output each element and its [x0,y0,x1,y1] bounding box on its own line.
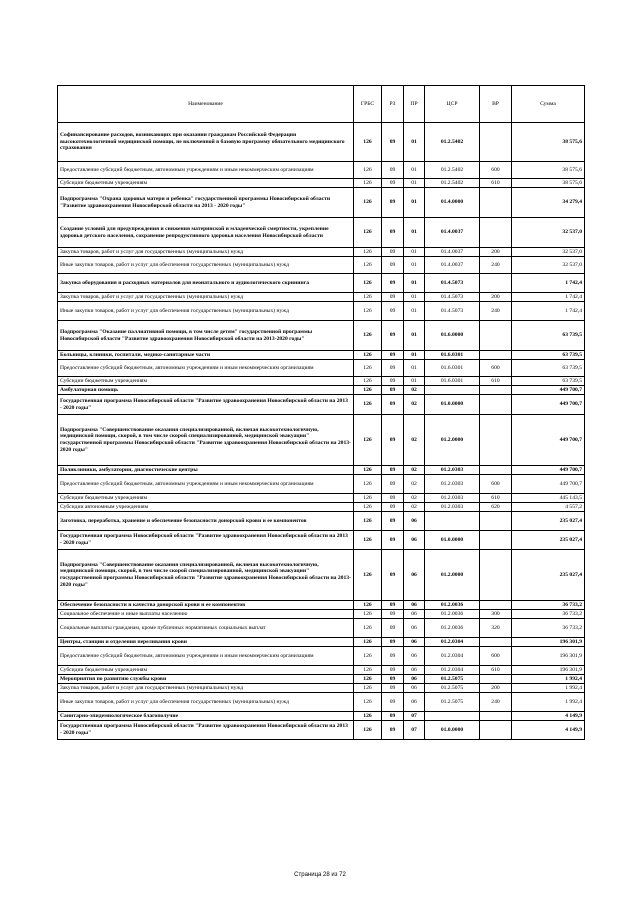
cell-pr: 06 [404,531,425,550]
cell-sum: 4 557,2 [512,503,585,512]
cell-sum: 449 700,7 [512,466,585,475]
cell-csr: 01.2.0303 [425,475,480,494]
cell-sum: 36 733,2 [512,601,585,610]
cell-vr: 600 [480,360,512,377]
cell-grbs: 126 [354,503,382,512]
table-row [58,274,585,293]
cell-pr: 01 [404,123,425,162]
table-row [58,377,585,386]
cell-grbs: 126 [354,351,382,360]
cell-csr: 01.2.0303 [425,494,480,503]
cell-csr [425,512,480,531]
cell-sum: 235 027,4 [512,550,585,601]
cell-sum: 449 700,7 [512,415,585,466]
table-row [58,512,585,531]
cell-rz: 09 [382,248,404,257]
cell-name: Иные закупки товаров, работ и услуг для обеспечения государственных (муниципальных) нужд [58,302,354,321]
table-row [58,257,585,274]
cell-rz: 09 [382,321,404,351]
cell-grbs: 126 [354,693,382,712]
cell-rz: 09 [382,647,404,666]
cell-vr [480,712,512,721]
cell-rz: 09 [382,619,404,638]
cell-csr: 01.2.0036 [425,601,480,610]
cell-csr: 01.2.0036 [425,610,480,619]
cell-name: Закупка товаров, работ и услуг для государственных (муниципальных) нужд [58,293,354,302]
cell-sum: 32 537,0 [512,218,585,248]
cell-grbs: 126 [354,494,382,503]
cell-pr: 06 [404,647,425,666]
cell-rz: 09 [382,693,404,712]
cell-name: Мероприятия по развитию службы крови [58,675,354,684]
cell-vr [480,512,512,531]
cell-vr: 200 [480,248,512,257]
cell-vr: 600 [480,475,512,494]
cell-rz: 09 [382,550,404,601]
header-name: Наименование [58,86,354,123]
cell-vr [480,386,512,395]
cell-name: Создание условий для предупреждения и снижения материнской и младенческой смертности, укрепление здоровья детского населения, сохранение репродуктивного здоровья населения Новосибирской области [58,218,354,248]
cell-csr: 01.0.0000 [425,721,480,740]
cell-grbs: 126 [354,293,382,302]
table-row [58,638,585,647]
cell-grbs: 126 [354,647,382,666]
cell-pr: 06 [404,610,425,619]
cell-csr: 01.2.0304 [425,666,480,675]
cell-vr: 320 [480,619,512,638]
cell-csr: 01.2.5402 [425,123,480,162]
cell-vr [480,415,512,466]
budget-table [57,85,585,740]
cell-rz: 09 [382,162,404,179]
cell-pr: 06 [404,693,425,712]
header-csr: ЦСР [425,86,480,123]
cell-grbs: 126 [354,512,382,531]
cell-csr: 01.2.5402 [425,179,480,188]
cell-sum: 196 301,9 [512,666,585,675]
cell-vr: 600 [480,647,512,666]
cell-pr: 01 [404,218,425,248]
cell-csr: 01.2.0000 [425,415,480,466]
cell-pr: 01 [404,351,425,360]
cell-sum: 32 537,0 [512,257,585,274]
cell-sum: 196 301,9 [512,638,585,647]
cell-name: Субсидии автономным учреждениям [58,503,354,512]
cell-vr [480,395,512,415]
cell-pr: 02 [404,503,425,512]
cell-name: Государственная программа Новосибирской области "Развитие здравоохранения Новосибирской области на 2013 - 2020 годы" [58,395,354,415]
cell-pr: 02 [404,475,425,494]
table-row [58,550,585,601]
cell-csr: 01.0.0000 [425,531,480,550]
cell-pr: 01 [404,274,425,293]
cell-rz: 09 [382,675,404,684]
cell-rz: 09 [382,360,404,377]
cell-name: Больницы, клиники, госпитали, медико-санитарные части [58,351,354,360]
cell-rz: 09 [382,302,404,321]
cell-pr: 01 [404,188,425,218]
cell-grbs: 126 [354,610,382,619]
cell-vr [480,601,512,610]
cell-sum: 445 143,5 [512,494,585,503]
cell-csr: 01.4.5073 [425,293,480,302]
table-row [58,684,585,693]
cell-vr [480,123,512,162]
table-row [58,712,585,721]
cell-pr: 02 [404,386,425,395]
cell-csr: 01.4.5073 [425,302,480,321]
cell-sum: 63 739,5 [512,321,585,351]
cell-rz: 09 [382,179,404,188]
cell-grbs: 126 [354,684,382,693]
cell-name: Закупка оборудования и расходных материалов для неонатального и аудиологического скрининга [58,274,354,293]
cell-rz: 09 [382,386,404,395]
cell-rz: 09 [382,610,404,619]
header-rz: РЗ [382,86,404,123]
cell-pr: 06 [404,684,425,693]
table-row [58,395,585,415]
cell-pr: 01 [404,293,425,302]
cell-csr: 01.2.5075 [425,684,480,693]
cell-sum: 235 027,4 [512,512,585,531]
cell-vr [480,721,512,740]
cell-grbs: 126 [354,550,382,601]
table-row [58,531,585,550]
cell-grbs: 126 [354,619,382,638]
cell-vr: 620 [480,503,512,512]
cell-sum: 449 700,7 [512,386,585,395]
cell-vr: 600 [480,162,512,179]
table-row [58,610,585,619]
cell-csr: 01.6.0301 [425,351,480,360]
cell-csr: 01.0.0000 [425,395,480,415]
cell-name: Заготовка, переработка, хранение и обеспечение безопасности донорской крови и ее компонентов [58,512,354,531]
cell-vr [480,531,512,550]
cell-grbs: 126 [354,218,382,248]
cell-pr: 02 [404,494,425,503]
cell-rz: 09 [382,638,404,647]
cell-vr [480,218,512,248]
cell-name: Субсидии бюджетным учреждениям [58,494,354,503]
cell-name: Центры, станции и отделения переливания крови [58,638,354,647]
cell-grbs: 126 [354,475,382,494]
cell-name: Амбулаторная помощь [58,386,354,395]
cell-grbs: 126 [354,638,382,647]
cell-vr [480,466,512,475]
cell-rz: 09 [382,494,404,503]
cell-pr: 01 [404,248,425,257]
cell-name: Обеспечение безопасности и качества донорской крови и ее компонентов [58,601,354,610]
cell-rz: 09 [382,257,404,274]
table-row [58,693,585,712]
cell-grbs: 126 [354,415,382,466]
cell-vr: 300 [480,610,512,619]
cell-vr [480,351,512,360]
cell-rz: 09 [382,218,404,248]
table-row [58,179,585,188]
cell-name: Предоставление субсидий бюджетным, автономным учреждениям и иным некоммерческим организациям [58,475,354,494]
table-header-row [58,86,585,123]
cell-sum: 38 575,6 [512,123,585,162]
cell-csr: 01.4.0037 [425,248,480,257]
cell-sum: 63 739,5 [512,360,585,377]
table-row [58,475,585,494]
cell-grbs: 126 [354,666,382,675]
cell-vr [480,188,512,218]
cell-name: Государственная программа Новосибирской области "Развитие здравоохранения Новосибирской области на 2013 - 2020 годы" [58,531,354,550]
cell-name: Подпрограмма "Охрана здоровья матери и ребенка" государственной программы Новосибирской области "Развитие здравоохранения Новосибирской области на 2013 - 2020 годы" [58,188,354,218]
cell-pr: 06 [404,666,425,675]
cell-csr: 01.2.5075 [425,693,480,712]
cell-csr [425,712,480,721]
cell-name: Закупка товаров, работ и услуг для государственных (муниципальных) нужд [58,248,354,257]
cell-pr: 02 [404,395,425,415]
cell-grbs: 126 [354,712,382,721]
table-body [58,123,585,740]
cell-name: Подпрограмма "Оказание паллиативной помощи, в том числе детям" государственной программы Новосибирской области "Развитие здравоохранения Новосибирской области на 2013-2020 годы" [58,321,354,351]
cell-name: Социальное обеспечение и иные выплаты населению [58,610,354,619]
cell-pr: 01 [404,360,425,377]
header-sum: Сумма [512,86,585,123]
cell-sum: 1 742,4 [512,274,585,293]
cell-rz: 09 [382,274,404,293]
table-row [58,721,585,740]
cell-vr: 240 [480,302,512,321]
cell-pr: 06 [404,675,425,684]
cell-rz: 09 [382,395,404,415]
cell-pr: 06 [404,550,425,601]
page-number: Страница 28 из 72 [294,872,346,878]
table-row [58,123,585,162]
cell-rz: 09 [382,377,404,386]
cell-grbs: 126 [354,179,382,188]
cell-vr [480,638,512,647]
cell-pr: 01 [404,257,425,274]
cell-grbs: 126 [354,274,382,293]
cell-rz: 09 [382,123,404,162]
cell-vr [480,675,512,684]
table-row [58,188,585,218]
cell-grbs: 126 [354,601,382,610]
cell-pr: 01 [404,179,425,188]
cell-grbs: 126 [354,377,382,386]
table-row [58,293,585,302]
cell-grbs: 126 [354,395,382,415]
cell-name: Государственная программа Новосибирской области "Развитие здравоохранения Новосибирской области на 2013 - 2020 годы" [58,721,354,740]
cell-sum: 1 742,4 [512,302,585,321]
cell-name: Предоставление субсидий бюджетным, автономным учреждениям и иным некоммерческим организациям [58,647,354,666]
cell-vr: 610 [480,494,512,503]
header-grbs: ГРБС [354,86,382,123]
cell-name: Предоставление субсидий бюджетным, автономным учреждениям и иным некоммерческим организациям [58,162,354,179]
cell-grbs: 126 [354,123,382,162]
cell-rz: 09 [382,712,404,721]
cell-vr: 200 [480,293,512,302]
cell-rz: 09 [382,666,404,675]
cell-sum: 235 027,4 [512,531,585,550]
cell-rz: 09 [382,466,404,475]
cell-name: Подпрограмма "Совершенствование оказания специализированной, включая высокотехнологичную, медицинской помощи, скорой, в том числе скорой специализированной, медицинской эвакуации" государственной программы Новосибирской области "Развитие здравоохранения Новосибирской области на 2013-2020 годы" [58,415,354,466]
cell-vr: 240 [480,693,512,712]
cell-name: Поликлиники, амбулатории, диагностические центры [58,466,354,475]
cell-name: Закупка товаров, работ и услуг для государственных (муниципальных) нужд [58,684,354,693]
cell-csr: 01.2.0303 [425,466,480,475]
cell-rz: 09 [382,601,404,610]
cell-pr: 01 [404,162,425,179]
cell-rz: 09 [382,531,404,550]
cell-sum: 38 575,6 [512,162,585,179]
cell-name: Социальные выплаты гражданам, кроме публичных нормативных социальных выплат [58,619,354,638]
cell-pr: 07 [404,712,425,721]
cell-csr: 01.4.5073 [425,274,480,293]
cell-grbs: 126 [354,302,382,321]
cell-vr: 200 [480,684,512,693]
table-row [58,321,585,351]
cell-sum: 63 739,5 [512,351,585,360]
cell-sum: 4 149,9 [512,712,585,721]
cell-rz: 09 [382,293,404,302]
cell-name: Иные закупки товаров, работ и услуг для обеспечения государственных (муниципальных) нужд [58,257,354,274]
cell-name: Санитарно-эпидемиологическое благополучие [58,712,354,721]
cell-sum: 38 575,6 [512,179,585,188]
cell-grbs: 126 [354,466,382,475]
table-row [58,415,585,466]
cell-rz: 09 [382,503,404,512]
cell-sum: 36 733,2 [512,619,585,638]
cell-vr: 610 [480,179,512,188]
table-row [58,162,585,179]
table-row [58,360,585,377]
header-vr: ВР [480,86,512,123]
table-row [58,351,585,360]
cell-rz: 09 [382,512,404,531]
cell-vr [480,550,512,601]
cell-csr: 01.4.0000 [425,188,480,218]
cell-grbs: 126 [354,162,382,179]
cell-csr: 01.2.0000 [425,550,480,601]
cell-grbs: 126 [354,675,382,684]
table-row [58,647,585,666]
cell-name: Субсидии бюджетным учреждениям [58,377,354,386]
cell-sum: 196 301,9 [512,647,585,666]
table-row [58,466,585,475]
cell-sum: 1 742,4 [512,293,585,302]
cell-name: Субсидии бюджетным учреждениям [58,666,354,675]
cell-name: Субсидии бюджетным учреждениям [58,179,354,188]
cell-csr: 01.2.0304 [425,638,480,647]
cell-vr: 240 [480,257,512,274]
cell-pr: 06 [404,619,425,638]
cell-grbs: 126 [354,248,382,257]
cell-pr: 02 [404,415,425,466]
cell-sum: 34 279,4 [512,188,585,218]
header-pr: ПР [404,86,425,123]
table-row [58,494,585,503]
cell-sum: 449 700,7 [512,395,585,415]
cell-pr: 06 [404,638,425,647]
cell-csr: 01.2.0036 [425,619,480,638]
table-row [58,675,585,684]
cell-grbs: 126 [354,721,382,740]
cell-csr: 01.2.5402 [425,162,480,179]
table-row [58,386,585,395]
cell-rz: 09 [382,475,404,494]
cell-csr [425,386,480,395]
table-row [58,302,585,321]
cell-pr: 07 [404,721,425,740]
cell-csr: 01.2.0304 [425,647,480,666]
cell-csr: 01.2.5075 [425,675,480,684]
cell-grbs: 126 [354,257,382,274]
cell-name: Подпрограмма "Совершенствование оказания специализированной, включая высокотехнологичную, медицинской помощи, скорой, в том числе скорой специализированной, медицинской эвакуации" государственной программы Новосибирской области "Развитие здравоохранения Новосибирской области на 2013-2020 годы" [58,550,354,601]
cell-pr: 06 [404,512,425,531]
cell-sum: 36 733,2 [512,610,585,619]
cell-csr: 01.2.0303 [425,503,480,512]
cell-sum: 449 700,7 [512,475,585,494]
cell-vr: 610 [480,666,512,675]
cell-name: Предоставление субсидий бюджетным, автономным учреждениям и иным некоммерческим организациям [58,360,354,377]
table-row [58,619,585,638]
cell-rz: 09 [382,415,404,466]
table-row [58,248,585,257]
cell-name: Софинансирование расходов, возникающих при оказании гражданам Российской Федерации высокотехнологичной медицинской помощи, не включенной в базовую программу обязательного медицинского страхования [58,123,354,162]
cell-sum: 1 992,4 [512,684,585,693]
cell-name: Иные закупки товаров, работ и услуг для обеспечения государственных (муниципальных) нужд [58,693,354,712]
table-row [58,666,585,675]
table-row [58,503,585,512]
cell-rz: 09 [382,684,404,693]
cell-sum: 32 537,0 [512,248,585,257]
cell-rz: 09 [382,351,404,360]
table-row [58,218,585,248]
cell-grbs: 126 [354,531,382,550]
cell-grbs: 126 [354,386,382,395]
cell-csr: 01.4.0037 [425,218,480,248]
cell-vr [480,321,512,351]
cell-pr: 06 [404,601,425,610]
cell-pr: 02 [404,466,425,475]
cell-grbs: 126 [354,360,382,377]
cell-vr: 610 [480,377,512,386]
cell-rz: 09 [382,721,404,740]
cell-sum: 4 149,9 [512,721,585,740]
cell-pr: 01 [404,302,425,321]
table-row [58,601,585,610]
cell-pr: 01 [404,377,425,386]
cell-vr [480,274,512,293]
cell-grbs: 126 [354,188,382,218]
cell-csr: 01.6.0301 [425,360,480,377]
cell-csr: 01.6.0000 [425,321,480,351]
cell-sum: 1 992,4 [512,693,585,712]
cell-csr: 01.6.0301 [425,377,480,386]
cell-sum: 1 992,4 [512,675,585,684]
cell-rz: 09 [382,188,404,218]
cell-grbs: 126 [354,321,382,351]
cell-pr: 01 [404,321,425,351]
cell-sum: 63 739,5 [512,377,585,386]
cell-csr: 01.4.0037 [425,257,480,274]
